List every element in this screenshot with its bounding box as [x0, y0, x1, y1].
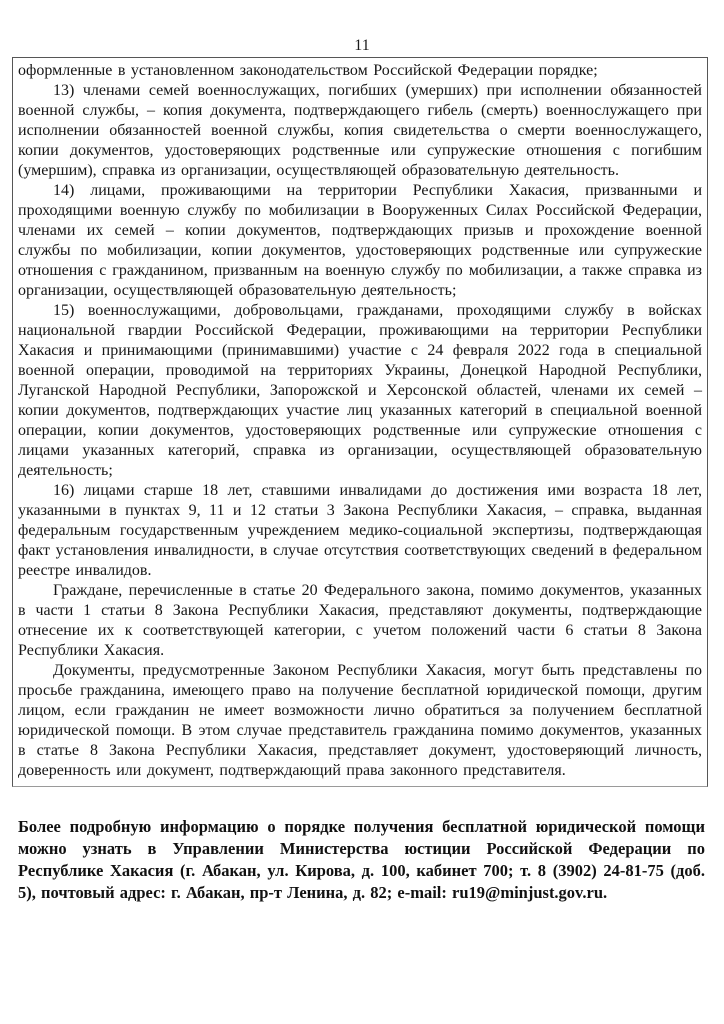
paragraph-item-14: 14) лицами, проживающими на территории Республики Хакасия, призванными и проходящими военную службу по мобилизации в Вооруженных Силах Российской Федерации, членами их семей – копии документов, подтверждающих призыв и прохождение военной службы по мобилизации, копии документов, удостоверяющих родственные или супружеские отношения с гражданином, призванным на военную службу по мобилизации, а также справка из организации, осуществляющей образовательную деятельность; [18, 182, 702, 299]
paragraph-citizens: Граждане, перечисленные в статье 20 Федерального закона, помимо документов, указанных в части 1 статьи 8 Закона Республики Хакасия, представляют документы, подтверждающие отнесение их к соответствующей категории, с учетом положений части 6 статьи 8 Закона Республики Хакасия. [18, 582, 702, 659]
page-number: 11 [354, 37, 370, 54]
content-box [12, 57, 708, 787]
paragraph-item-16: 16) лицами старше 18 лет, ставшими инвалидами до достижения ими возраста 18 лет, указанными в пунктах 9, 11 и 12 статьи 3 Закона Республики Хакасия, – справка, выданная федеральным государственным учреждением медико-социальной экспертизы, подтверждающая факт установления инвалидности, в случае отсутствия соответствующих сведений в федеральном реестре инвалидов. [18, 482, 702, 579]
footer-info-paragraph: Более подробную информацию о порядке получения бесплатной юридической помощи можно узнать в Управлении Министерства юстиции Российской Федерации по Республике Хакасия (г. Абакан, ул. Кирова, д. 100, кабинет 700; т. 8 (3902) 24-81-75 (доб. 5), почтовый адрес: г. Абакан, пр-т Ленина, д. 82; e-mail: ru19@minjust.gov.ru. [18, 817, 705, 902]
paragraph-continuation: оформленные в установленном законодательством Российской Федерации порядке; [18, 62, 598, 79]
paragraph-documents: Документы, предусмотренные Законом Республики Хакасия, могут быть представлены по просьбе гражданина, имеющего право на получение бесплатной юридической помощи, другим лицом, если гражданин не имеет возможности лично обратиться за получением бесплатной юридической помощи. В этом случае представитель гражданина помимо документов, указанных в статье 8 Закона Республики Хакасия, представляет документ, удостоверяющий личность, доверенность или документ, подтверждающий права законного представителя. [18, 662, 702, 779]
paragraph-item-15: 15) военнослужащими, добровольцами, гражданами, проходящими службу в войсках национальной гвардии Российской Федерации, проживающими на территории Республики Хакасия и принимающими (принимавшими) участие с 24 февраля 2022 года в специальной военной операции, проводимой на территориях Украины, Донецкой Народной Республики, Луганской Народной Республики, Запорожской и Херсонской областей, членами их семей – копии документов, подтверждающих участие лиц указанных категорий в специальной военной операции, копии документов, удостоверяющих родственные или супружеские отношения с лицами указанных категорий, справка из организации, осуществляющей образовательную деятельность; [18, 302, 702, 479]
paragraph-item-13: 13) членами семей военнослужащих, погибших (умерших) при исполнении обязанностей военной службы, – копия документа, подтверждающего гибель (смерть) военнослужащего при исполнении обязанностей военной службы, копия свидетельства о смерти военнослужащего, копии документов, удостоверяющих родственные или супружеские отношения с погибшим (умершим), справка из организации, осуществляющей образовательную деятельность. [18, 82, 702, 179]
